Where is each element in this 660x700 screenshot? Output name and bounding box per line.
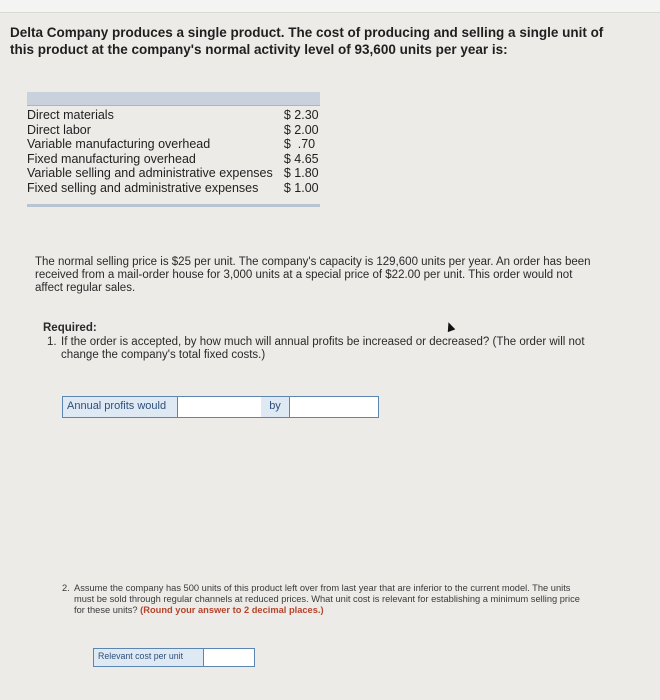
cost-table-row [27,106,320,123]
cost-table-container [27,92,320,207]
increase-decrease-dropdown[interactable] [179,397,262,417]
cost-item-label: Fixed selling and administrative expenses [27,180,259,195]
problem-intro: Delta Company produces a single product. The cost of producing and selling a single unit of this product at the company's normal activity level of 93,600 units per year is: [10,25,604,57]
question-2-text: Assume the company has 500 units of this product left over from last year that are inferior to the current model. The units must be sold through regular channels at reduced prices. What unit cost is relevant for establishing a minimum selling price for these units? [74,583,580,615]
question-1-text: If the order is accepted, by how much will annual profits be increased or decreased? (The order will not change the company's total fixed costs.) [61,336,585,361]
top-divider [0,0,660,13]
cost-item-label: Variable selling and administrative expenses [27,166,273,180]
cost-table-row [27,137,320,152]
cost-item-amount: $ 4.65 [283,151,319,166]
cost-table-row [27,123,320,138]
cost-item-amount: $ 1.80 [283,166,319,180]
relevant-cost-label: Relevant cost per unit [94,649,204,666]
cost-table-row [27,152,320,167]
cost-item-amount: $ .70 [283,137,316,151]
cost-table-footer-bar [27,204,320,207]
question-2-text-wrap [62,583,592,616]
question-2-number: 2. [62,583,70,593]
cost-item-amount: $ 2.00 [283,122,319,137]
cost-item-label: Variable manufacturing overhead [27,137,211,151]
cost-item-label: Direct labor [27,122,91,137]
question-1 [47,336,607,362]
cost-table [27,106,320,195]
required-label: Required: [43,322,97,334]
cost-item-amount: $ 1.00 [283,180,319,195]
cost-table-row [27,181,320,196]
scenario-text: The normal selling price is $25 per unit. The company's capacity is 129,600 units per year. An order has been received from a mail-order house for 3,000 units at a special price of $22.00 per unit. This order would not affect regular sales. [35,256,591,294]
annual-profits-label: Annual profits would [63,397,178,417]
cost-item-label: Fixed manufacturing overhead [27,151,196,166]
relevant-cost-input[interactable] [205,649,254,666]
relevant-cost-answer-row [93,648,255,667]
by-label: by [261,397,290,417]
question-2 [62,583,592,616]
annual-profits-answer-row [62,396,379,418]
question-1-number: 1. [47,336,57,348]
profit-change-amount-input[interactable] [290,397,378,417]
cost-table-row [27,166,320,181]
mouse-pointer-icon [445,321,456,332]
cost-table-header-bar [27,92,320,106]
cost-item-label: Direct materials [27,108,114,122]
cost-item-amount: $ 2.30 [283,108,319,122]
question-2-rounding-note: (Round your answer to 2 decimal places.) [140,605,324,615]
